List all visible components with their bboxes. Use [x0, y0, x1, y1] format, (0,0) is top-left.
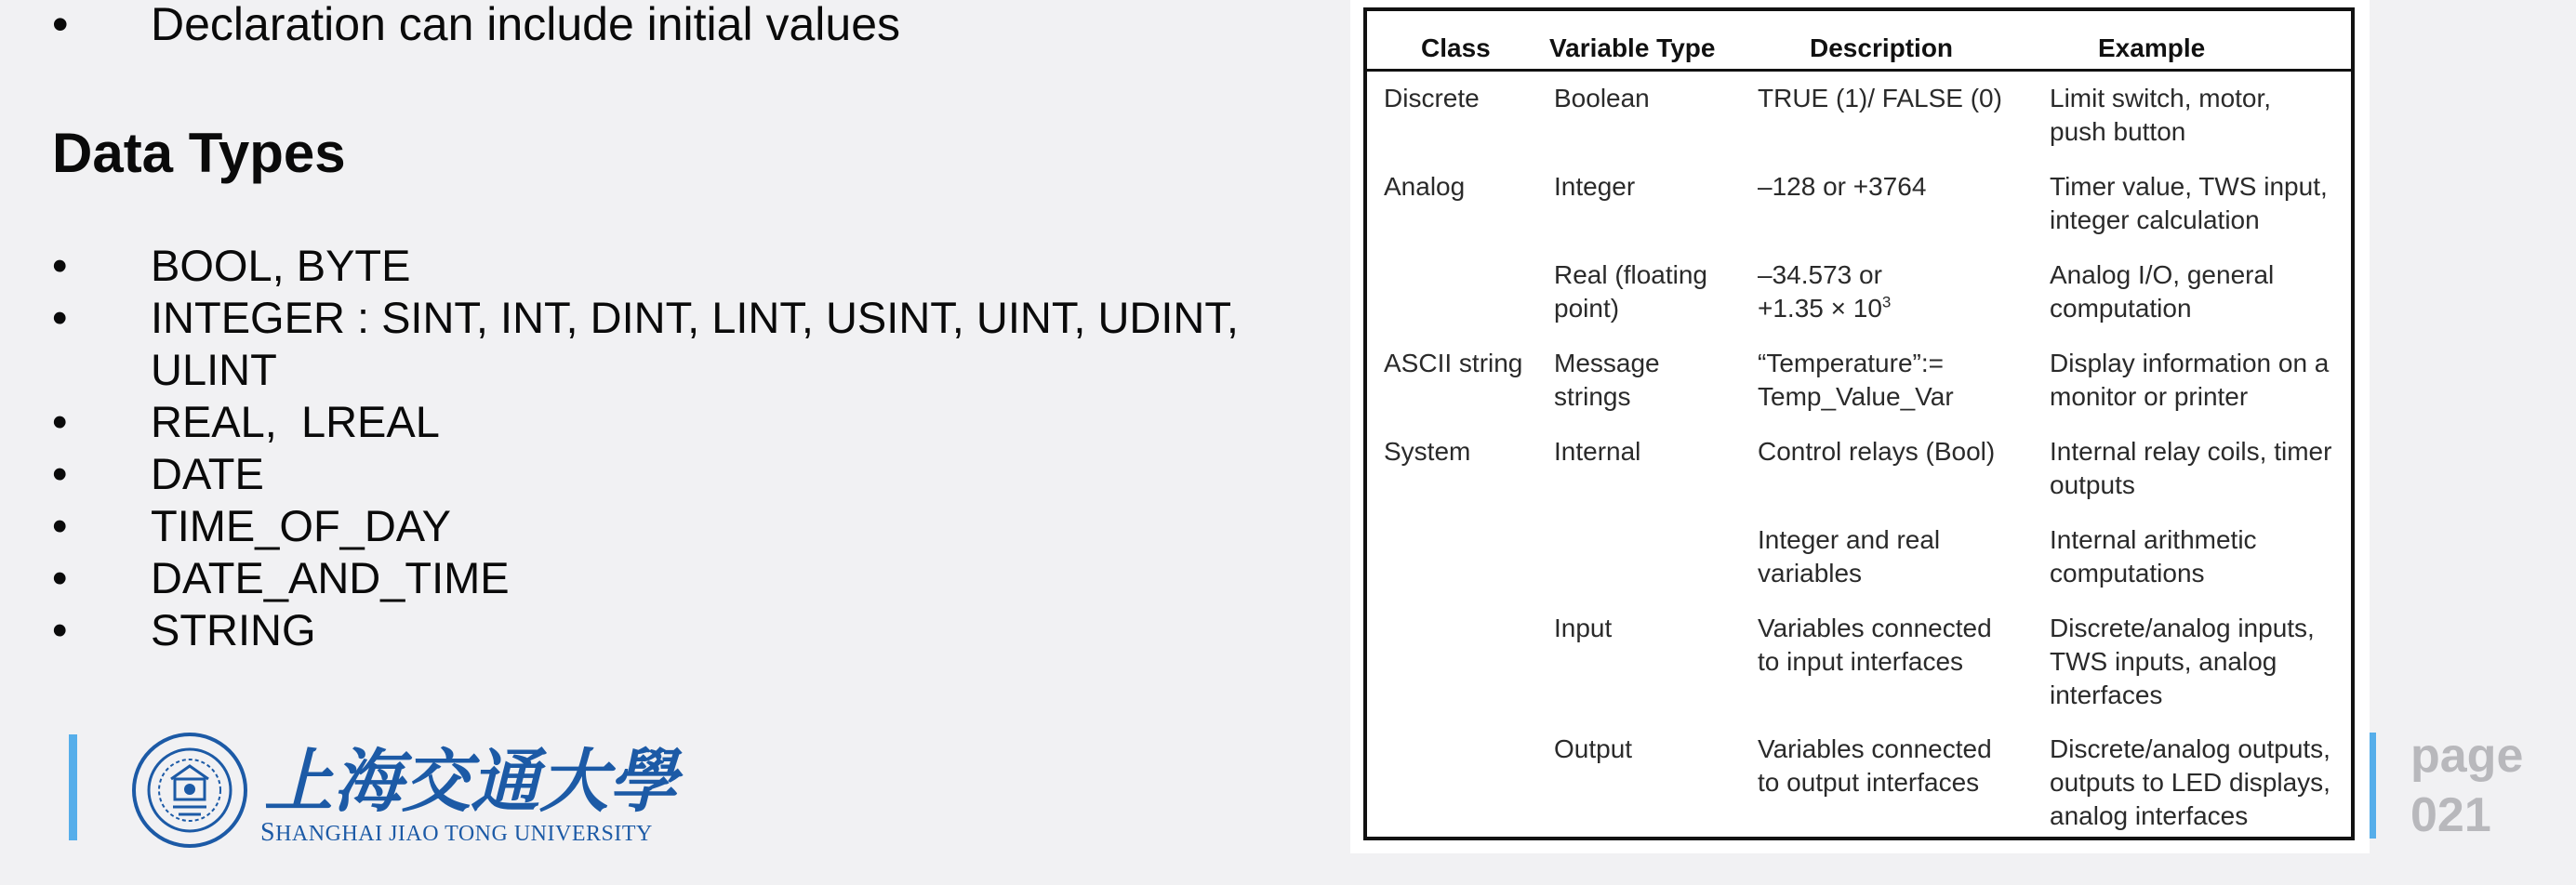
cell-description: Integer and real variables [1758, 525, 1941, 588]
list-item [52, 240, 1313, 292]
cell-description: –34.573 or $+1.35 \times 10^3$ [1758, 260, 1892, 323]
header-divider [1367, 69, 2351, 72]
cell-example: Discrete/analog inputs, TWS inputs, analog interfaces [2050, 614, 2315, 709]
cell-class: System [1384, 437, 1471, 466]
page-number: 021 [2410, 788, 2491, 842]
cell-type: Output [1554, 734, 1633, 763]
cell-class: ASCII string [1384, 349, 1523, 377]
cell-type: Internal [1554, 437, 1641, 466]
cell-type: Real (floating point) [1554, 260, 1707, 323]
list-item [52, 292, 1313, 396]
cell-description: Variables connected to output interfaces [1758, 734, 1992, 797]
data-types-list [52, 240, 1313, 656]
cell-example: Internal arithmetic computations [2050, 525, 2257, 588]
cell-description: “Temperature”:= Temp_Value_Var [1758, 349, 1954, 411]
bullet-marker: • [52, 397, 68, 446]
list-item-text: INTEGER : SINT, INT, DINT, LINT, USINT, UINT, UDINT, ULINT [151, 293, 1239, 394]
cell-description: Control relays (Bool) [1758, 437, 1996, 466]
list-item [52, 604, 1313, 656]
bullet-marker: • [52, 605, 68, 654]
cell-example: Internal relay coils, timer outputs [2050, 437, 2332, 499]
cell-class: Analog [1384, 172, 1466, 201]
list-item-text: STRING [151, 605, 316, 654]
page-label: page [2410, 729, 2524, 783]
variable-types-table [1350, 0, 2370, 853]
cell-example: Limit switch, motor, push button [2050, 84, 2272, 146]
bullet-text: Declaration can include initial values [151, 0, 901, 50]
list-item-text: DATE_AND_TIME [151, 553, 510, 602]
university-chinese-name: 上海交通大學 [264, 742, 677, 822]
column-header-variable-type: Variable Type [1549, 33, 1716, 62]
list-item [52, 500, 1313, 552]
cell-class: Discrete [1384, 84, 1480, 112]
list-item [52, 552, 1313, 604]
list-item [52, 396, 1313, 448]
cell-example: Discrete/analog outputs, outputs to LED displays, analog interfaces [2050, 734, 2330, 830]
cell-example: Display information on a monitor or printer [2050, 349, 2330, 411]
bullet-marker: • [52, 449, 68, 498]
section-heading: Data Types [52, 122, 346, 184]
university-seal-icon [134, 734, 246, 846]
bullet-marker: • [52, 501, 68, 550]
bullet-marker: • [52, 0, 69, 50]
column-header-example: Example [2098, 33, 2206, 62]
cell-example: Timer value, TWS input, integer calculation [2050, 172, 2328, 234]
bullet-marker: • [52, 241, 68, 290]
cell-example: Analog I/O, general computation [2050, 260, 2275, 323]
cell-type: Integer [1554, 172, 1636, 201]
list-item-text: TIME_OF_DAY [151, 501, 451, 550]
bullet-marker: • [52, 293, 68, 342]
intro-bullet [52, 0, 900, 50]
column-header-description: Description [1810, 33, 1954, 62]
cell-description: TRUE (1)/ FALSE (0) [1758, 84, 2002, 112]
cell-type: Message strings [1554, 349, 1660, 411]
list-item-text: DATE [151, 449, 264, 498]
cell-type: Boolean [1554, 84, 1650, 112]
table-frame [1363, 7, 2355, 840]
list-item [52, 448, 1313, 500]
university-english-name: SHANGHAI JIAO TONG UNIVERSITY [260, 818, 653, 847]
accent-bar-left [69, 734, 77, 840]
bullet-marker: • [52, 553, 68, 602]
cell-description: Variables connected to input interfaces [1758, 614, 1992, 676]
column-header-class: Class [1421, 33, 1491, 62]
list-item-text: BOOL, BYTE [151, 241, 411, 290]
cell-description: –128 or +3764 [1758, 172, 1927, 201]
list-item-text: REAL, LREAL [151, 397, 440, 446]
cell-type: Input [1554, 614, 1613, 642]
